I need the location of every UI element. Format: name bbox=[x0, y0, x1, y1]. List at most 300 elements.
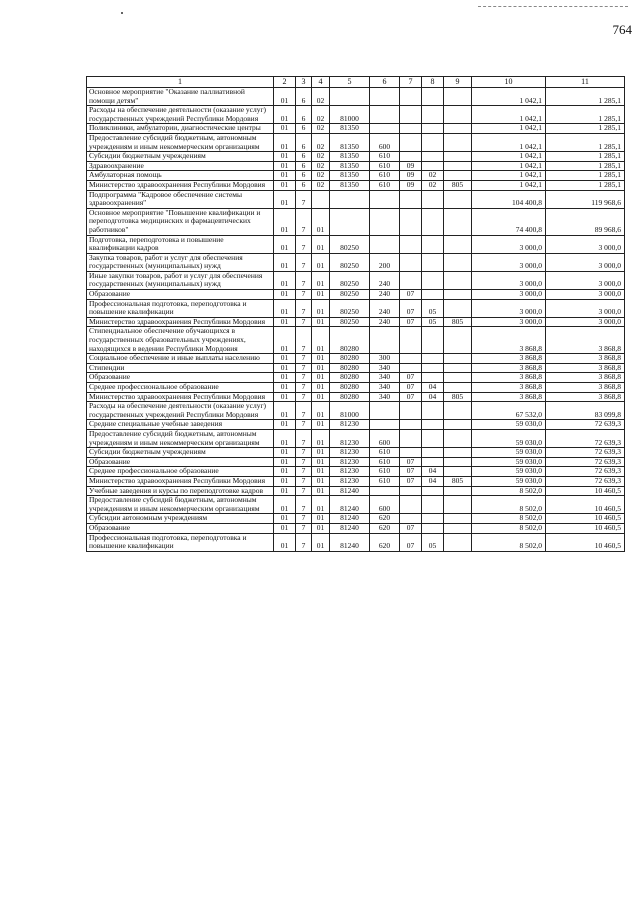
code-cell: 02 bbox=[312, 133, 330, 151]
code-cell: 7 bbox=[296, 271, 312, 289]
amount-cell: 3 000,0 bbox=[472, 290, 546, 300]
code-cell: 240 bbox=[370, 299, 400, 317]
row-label: Подготовка, переподготовка и повышение квалификации кадров bbox=[87, 235, 274, 253]
code-cell: 81240 bbox=[330, 486, 370, 496]
row-label: Министерство здравоохранения Республики Мордовия bbox=[87, 317, 274, 327]
code-cell bbox=[400, 363, 422, 373]
code-cell: 07 bbox=[400, 523, 422, 533]
code-cell: 01 bbox=[274, 106, 296, 124]
table-row bbox=[87, 363, 625, 373]
code-cell: 01 bbox=[312, 420, 330, 430]
code-cell: 610 bbox=[370, 180, 400, 190]
code-cell: 7 bbox=[296, 317, 312, 327]
code-cell bbox=[444, 496, 472, 514]
code-cell bbox=[370, 88, 400, 106]
amount-cell: 1 042,1 bbox=[472, 88, 546, 106]
code-cell bbox=[422, 290, 444, 300]
code-cell: 81240 bbox=[330, 533, 370, 551]
code-cell: 01 bbox=[312, 271, 330, 289]
row-label: Среднее профессиональное образование bbox=[87, 467, 274, 477]
code-cell: 01 bbox=[274, 290, 296, 300]
code-cell: 01 bbox=[274, 327, 296, 354]
code-cell bbox=[422, 253, 444, 271]
code-cell: 01 bbox=[312, 476, 330, 486]
amount-cell: 10 460,5 bbox=[546, 486, 625, 496]
code-cell: 80280 bbox=[330, 373, 370, 383]
code-cell: 805 bbox=[444, 317, 472, 327]
code-cell bbox=[444, 457, 472, 467]
amount-cell: 8 502,0 bbox=[472, 523, 546, 533]
code-cell: 05 bbox=[422, 299, 444, 317]
code-cell bbox=[422, 373, 444, 383]
code-cell bbox=[400, 402, 422, 420]
table-row bbox=[87, 448, 625, 458]
code-cell: 600 bbox=[370, 496, 400, 514]
code-cell: 7 bbox=[296, 514, 312, 524]
amount-cell: 72 639,3 bbox=[546, 420, 625, 430]
scan-mark bbox=[121, 12, 123, 14]
code-cell: 7 bbox=[296, 354, 312, 364]
code-cell: 01 bbox=[274, 208, 296, 235]
column-header: 10 bbox=[472, 77, 546, 88]
row-label: Профессиональная подготовка, переподготовка и повышение квалификации bbox=[87, 533, 274, 551]
code-cell: 01 bbox=[312, 457, 330, 467]
code-cell: 7 bbox=[296, 190, 312, 208]
code-cell bbox=[444, 373, 472, 383]
code-cell: 01 bbox=[274, 133, 296, 151]
row-label: Расходы на обеспечение деятельности (оказание услуг) государственных учреждений Республики Мордовия bbox=[87, 402, 274, 420]
code-cell: 01 bbox=[312, 523, 330, 533]
code-cell: 01 bbox=[274, 383, 296, 393]
amount-cell: 3 868,8 bbox=[546, 392, 625, 402]
code-cell bbox=[444, 88, 472, 106]
code-cell: 01 bbox=[312, 383, 330, 393]
code-cell: 01 bbox=[312, 354, 330, 364]
amount-cell: 3 868,8 bbox=[472, 363, 546, 373]
row-label: Предоставление субсидий бюджетным, автономным учреждениям и иным некоммерческим организациям bbox=[87, 429, 274, 447]
code-cell: 01 bbox=[312, 290, 330, 300]
code-cell bbox=[422, 420, 444, 430]
code-cell: 6 bbox=[296, 124, 312, 134]
code-cell bbox=[444, 486, 472, 496]
amount-cell: 3 868,8 bbox=[546, 383, 625, 393]
table-row bbox=[87, 533, 625, 551]
row-label: Расходы на обеспечение деятельности (оказание услуг) государственных учреждений Республики Мордовия bbox=[87, 106, 274, 124]
row-label: Субсидии бюджетным учреждениям bbox=[87, 448, 274, 458]
code-cell: 07 bbox=[400, 457, 422, 467]
code-cell: 01 bbox=[274, 523, 296, 533]
code-cell: 01 bbox=[274, 124, 296, 134]
amount-cell: 1 285,1 bbox=[546, 161, 625, 171]
table-row bbox=[87, 253, 625, 271]
code-cell: 81230 bbox=[330, 467, 370, 477]
code-cell bbox=[422, 354, 444, 364]
code-cell: 01 bbox=[274, 88, 296, 106]
amount-cell: 3 000,0 bbox=[546, 317, 625, 327]
amount-cell: 3 000,0 bbox=[546, 271, 625, 289]
amount-cell: 8 502,0 bbox=[472, 496, 546, 514]
code-cell: 01 bbox=[274, 190, 296, 208]
amount-cell: 72 639,3 bbox=[546, 429, 625, 447]
code-cell bbox=[422, 327, 444, 354]
row-label: Образование bbox=[87, 523, 274, 533]
code-cell: 01 bbox=[274, 317, 296, 327]
code-cell: 80250 bbox=[330, 299, 370, 317]
amount-cell: 3 000,0 bbox=[472, 235, 546, 253]
table-row bbox=[87, 402, 625, 420]
code-cell: 81230 bbox=[330, 429, 370, 447]
code-cell: 01 bbox=[274, 448, 296, 458]
code-cell bbox=[444, 299, 472, 317]
code-cell: 7 bbox=[296, 533, 312, 551]
code-cell bbox=[422, 133, 444, 151]
code-cell bbox=[444, 253, 472, 271]
table-row bbox=[87, 420, 625, 430]
code-cell bbox=[400, 133, 422, 151]
code-cell bbox=[422, 106, 444, 124]
row-label: Предоставление субсидий бюджетным, автономным учреждениям и иным некоммерческим организациям bbox=[87, 496, 274, 514]
code-cell: 80280 bbox=[330, 354, 370, 364]
code-cell: 610 bbox=[370, 457, 400, 467]
code-cell bbox=[370, 235, 400, 253]
amount-cell: 74 400,8 bbox=[472, 208, 546, 235]
code-cell: 7 bbox=[296, 290, 312, 300]
row-label: Средние специальные учебные заведения bbox=[87, 420, 274, 430]
row-label: Стипендии bbox=[87, 363, 274, 373]
code-cell: 80280 bbox=[330, 392, 370, 402]
row-label: Субсидии бюджетным учреждениям bbox=[87, 152, 274, 162]
amount-cell: 3 868,8 bbox=[472, 383, 546, 393]
amount-cell: 1 042,1 bbox=[472, 171, 546, 181]
amount-cell: 8 502,0 bbox=[472, 533, 546, 551]
table-row bbox=[87, 392, 625, 402]
code-cell bbox=[330, 190, 370, 208]
code-cell: 01 bbox=[312, 448, 330, 458]
column-header: 2 bbox=[274, 77, 296, 88]
code-cell: 09 bbox=[400, 180, 422, 190]
code-cell: 7 bbox=[296, 373, 312, 383]
table-header-row bbox=[87, 77, 625, 88]
amount-cell: 3 000,0 bbox=[472, 271, 546, 289]
code-cell bbox=[370, 327, 400, 354]
amount-cell: 3 868,8 bbox=[546, 354, 625, 364]
amount-cell: 59 030,0 bbox=[472, 448, 546, 458]
code-cell: 09 bbox=[400, 171, 422, 181]
table-row bbox=[87, 124, 625, 134]
code-cell: 07 bbox=[400, 467, 422, 477]
code-cell bbox=[422, 235, 444, 253]
table-row bbox=[87, 523, 625, 533]
code-cell bbox=[370, 106, 400, 124]
code-cell: 610 bbox=[370, 467, 400, 477]
code-cell: 80250 bbox=[330, 253, 370, 271]
code-cell bbox=[444, 523, 472, 533]
code-cell: 7 bbox=[296, 392, 312, 402]
code-cell: 01 bbox=[312, 327, 330, 354]
table-row bbox=[87, 299, 625, 317]
code-cell bbox=[422, 402, 444, 420]
code-cell: 200 bbox=[370, 253, 400, 271]
code-cell: 01 bbox=[274, 363, 296, 373]
code-cell bbox=[400, 88, 422, 106]
code-cell bbox=[422, 190, 444, 208]
table-row bbox=[87, 152, 625, 162]
code-cell: 81240 bbox=[330, 523, 370, 533]
code-cell: 01 bbox=[312, 235, 330, 253]
amount-cell: 1 285,1 bbox=[546, 88, 625, 106]
table-row bbox=[87, 327, 625, 354]
row-label: Министерство здравоохранения Республики Мордовия bbox=[87, 476, 274, 486]
code-cell: 01 bbox=[312, 496, 330, 514]
code-cell bbox=[312, 190, 330, 208]
code-cell: 81000 bbox=[330, 402, 370, 420]
code-cell bbox=[444, 363, 472, 373]
code-cell: 600 bbox=[370, 429, 400, 447]
code-cell: 01 bbox=[274, 171, 296, 181]
code-cell: 01 bbox=[274, 271, 296, 289]
amount-cell: 3 868,8 bbox=[472, 373, 546, 383]
code-cell bbox=[400, 271, 422, 289]
code-cell bbox=[400, 152, 422, 162]
code-cell bbox=[444, 383, 472, 393]
table-row bbox=[87, 373, 625, 383]
code-cell: 07 bbox=[400, 533, 422, 551]
code-cell: 600 bbox=[370, 133, 400, 151]
code-cell: 7 bbox=[296, 523, 312, 533]
code-cell bbox=[422, 363, 444, 373]
amount-cell: 1 285,1 bbox=[546, 171, 625, 181]
row-label: Поликлиники, амбулатории, диагностические центры bbox=[87, 124, 274, 134]
code-cell: 01 bbox=[312, 373, 330, 383]
amount-cell: 59 030,0 bbox=[472, 429, 546, 447]
table-row bbox=[87, 161, 625, 171]
code-cell bbox=[370, 402, 400, 420]
code-cell: 6 bbox=[296, 161, 312, 171]
code-cell bbox=[422, 161, 444, 171]
code-cell: 02 bbox=[422, 180, 444, 190]
code-cell bbox=[444, 271, 472, 289]
code-cell bbox=[400, 420, 422, 430]
amount-cell: 3 000,0 bbox=[546, 290, 625, 300]
code-cell bbox=[444, 171, 472, 181]
code-cell: 02 bbox=[312, 124, 330, 134]
code-cell: 81000 bbox=[330, 106, 370, 124]
amount-cell: 3 868,8 bbox=[546, 373, 625, 383]
code-cell: 7 bbox=[296, 208, 312, 235]
table-row bbox=[87, 180, 625, 190]
code-cell bbox=[400, 235, 422, 253]
code-cell: 240 bbox=[370, 271, 400, 289]
table-row bbox=[87, 271, 625, 289]
code-cell: 6 bbox=[296, 171, 312, 181]
amount-cell: 72 639,3 bbox=[546, 467, 625, 477]
amount-cell: 3 000,0 bbox=[546, 253, 625, 271]
code-cell bbox=[400, 124, 422, 134]
table-row bbox=[87, 133, 625, 151]
amount-cell: 3 868,8 bbox=[472, 327, 546, 354]
amount-cell: 72 639,3 bbox=[546, 448, 625, 458]
amount-cell: 1 042,1 bbox=[472, 133, 546, 151]
code-cell: 01 bbox=[274, 373, 296, 383]
code-cell: 7 bbox=[296, 235, 312, 253]
table-row bbox=[87, 496, 625, 514]
scan-line bbox=[478, 6, 628, 7]
row-label: Закупка товаров, работ и услуг для обеспечения государственных (муниципальных) нужд bbox=[87, 253, 274, 271]
code-cell: 7 bbox=[296, 457, 312, 467]
code-cell bbox=[444, 429, 472, 447]
code-cell: 01 bbox=[312, 253, 330, 271]
code-cell: 81350 bbox=[330, 171, 370, 181]
table-row bbox=[87, 106, 625, 124]
table-row bbox=[87, 486, 625, 496]
code-cell bbox=[400, 354, 422, 364]
code-cell: 09 bbox=[400, 161, 422, 171]
code-cell: 81240 bbox=[330, 496, 370, 514]
row-label: Субсидии автономным учреждениям bbox=[87, 514, 274, 524]
code-cell: 01 bbox=[274, 467, 296, 477]
code-cell: 01 bbox=[274, 429, 296, 447]
amount-cell: 67 532,0 bbox=[472, 402, 546, 420]
code-cell: 7 bbox=[296, 496, 312, 514]
amount-cell: 119 968,6 bbox=[546, 190, 625, 208]
code-cell: 80250 bbox=[330, 317, 370, 327]
amount-cell: 3 000,0 bbox=[546, 299, 625, 317]
code-cell: 7 bbox=[296, 448, 312, 458]
code-cell: 01 bbox=[312, 363, 330, 373]
code-cell: 02 bbox=[312, 161, 330, 171]
code-cell bbox=[400, 486, 422, 496]
code-cell: 7 bbox=[296, 363, 312, 373]
code-cell: 610 bbox=[370, 161, 400, 171]
code-cell: 81230 bbox=[330, 448, 370, 458]
amount-cell: 10 460,5 bbox=[546, 523, 625, 533]
column-header: 9 bbox=[444, 77, 472, 88]
code-cell: 04 bbox=[422, 476, 444, 486]
code-cell bbox=[370, 124, 400, 134]
code-cell: 81350 bbox=[330, 133, 370, 151]
code-cell bbox=[444, 208, 472, 235]
column-header: 4 bbox=[312, 77, 330, 88]
code-cell: 7 bbox=[296, 476, 312, 486]
code-cell: 01 bbox=[274, 402, 296, 420]
code-cell: 610 bbox=[370, 448, 400, 458]
table-body bbox=[87, 88, 625, 552]
code-cell bbox=[330, 88, 370, 106]
code-cell: 6 bbox=[296, 106, 312, 124]
row-label: Министерство здравоохранения Республики Мордовия bbox=[87, 392, 274, 402]
amount-cell: 1 285,1 bbox=[546, 124, 625, 134]
amount-cell: 1 285,1 bbox=[546, 152, 625, 162]
code-cell: 7 bbox=[296, 420, 312, 430]
amount-cell: 3 000,0 bbox=[472, 253, 546, 271]
code-cell bbox=[330, 208, 370, 235]
code-cell: 81350 bbox=[330, 180, 370, 190]
code-cell bbox=[400, 106, 422, 124]
code-cell: 05 bbox=[422, 533, 444, 551]
amount-cell: 72 639,3 bbox=[546, 457, 625, 467]
code-cell: 81350 bbox=[330, 124, 370, 134]
amount-cell: 1 042,1 bbox=[472, 180, 546, 190]
code-cell bbox=[444, 354, 472, 364]
code-cell bbox=[444, 152, 472, 162]
code-cell bbox=[444, 161, 472, 171]
code-cell: 07 bbox=[400, 392, 422, 402]
code-cell bbox=[444, 190, 472, 208]
code-cell: 07 bbox=[400, 290, 422, 300]
code-cell bbox=[400, 429, 422, 447]
code-cell: 340 bbox=[370, 392, 400, 402]
amount-cell: 8 502,0 bbox=[472, 514, 546, 524]
code-cell: 610 bbox=[370, 476, 400, 486]
column-header: 6 bbox=[370, 77, 400, 88]
amount-cell: 59 030,0 bbox=[472, 467, 546, 477]
code-cell bbox=[444, 420, 472, 430]
code-cell bbox=[422, 486, 444, 496]
row-label: Образование bbox=[87, 457, 274, 467]
amount-cell: 72 639,3 bbox=[546, 476, 625, 486]
code-cell bbox=[400, 327, 422, 354]
code-cell: 7 bbox=[296, 429, 312, 447]
code-cell: 6 bbox=[296, 133, 312, 151]
code-cell: 80250 bbox=[330, 290, 370, 300]
code-cell: 01 bbox=[312, 514, 330, 524]
amount-cell: 3 000,0 bbox=[472, 299, 546, 317]
code-cell: 02 bbox=[312, 106, 330, 124]
code-cell: 80280 bbox=[330, 327, 370, 354]
code-cell bbox=[444, 133, 472, 151]
amount-cell: 1 285,1 bbox=[546, 133, 625, 151]
column-header: 11 bbox=[546, 77, 625, 88]
amount-cell: 83 099,8 bbox=[546, 402, 625, 420]
code-cell: 01 bbox=[274, 420, 296, 430]
table-row bbox=[87, 354, 625, 364]
code-cell bbox=[444, 533, 472, 551]
code-cell: 01 bbox=[312, 533, 330, 551]
row-label: Амбулаторная помощь bbox=[87, 171, 274, 181]
code-cell bbox=[422, 514, 444, 524]
code-cell: 7 bbox=[296, 299, 312, 317]
code-cell: 81350 bbox=[330, 161, 370, 171]
code-cell bbox=[400, 208, 422, 235]
row-label: Среднее профессиональное образование bbox=[87, 383, 274, 393]
code-cell: 805 bbox=[444, 392, 472, 402]
row-label: Социальное обеспечение и иные выплаты населению bbox=[87, 354, 274, 364]
code-cell: 620 bbox=[370, 533, 400, 551]
row-label: Подпрограмма "Кадровое обеспечение системы здравоохранения" bbox=[87, 190, 274, 208]
amount-cell: 59 030,0 bbox=[472, 457, 546, 467]
code-cell: 340 bbox=[370, 383, 400, 393]
code-cell: 805 bbox=[444, 180, 472, 190]
code-cell: 80280 bbox=[330, 363, 370, 373]
row-label: Образование bbox=[87, 373, 274, 383]
amount-cell: 1 285,1 bbox=[546, 180, 625, 190]
row-label: Иные закупки товаров, работ и услуг для обеспечения государственных (муниципальных) нужд bbox=[87, 271, 274, 289]
code-cell bbox=[444, 124, 472, 134]
code-cell: 01 bbox=[312, 392, 330, 402]
amount-cell: 3 868,8 bbox=[472, 354, 546, 364]
amount-cell: 3 868,8 bbox=[472, 392, 546, 402]
code-cell: 02 bbox=[422, 171, 444, 181]
code-cell: 01 bbox=[274, 496, 296, 514]
amount-cell: 1 042,1 bbox=[472, 106, 546, 124]
amount-cell: 59 030,0 bbox=[472, 420, 546, 430]
table-row bbox=[87, 467, 625, 477]
code-cell: 04 bbox=[422, 383, 444, 393]
code-cell: 01 bbox=[274, 253, 296, 271]
code-cell bbox=[422, 208, 444, 235]
row-label: Учебные заведения и курсы по переподготовке кадров bbox=[87, 486, 274, 496]
code-cell: 01 bbox=[274, 354, 296, 364]
